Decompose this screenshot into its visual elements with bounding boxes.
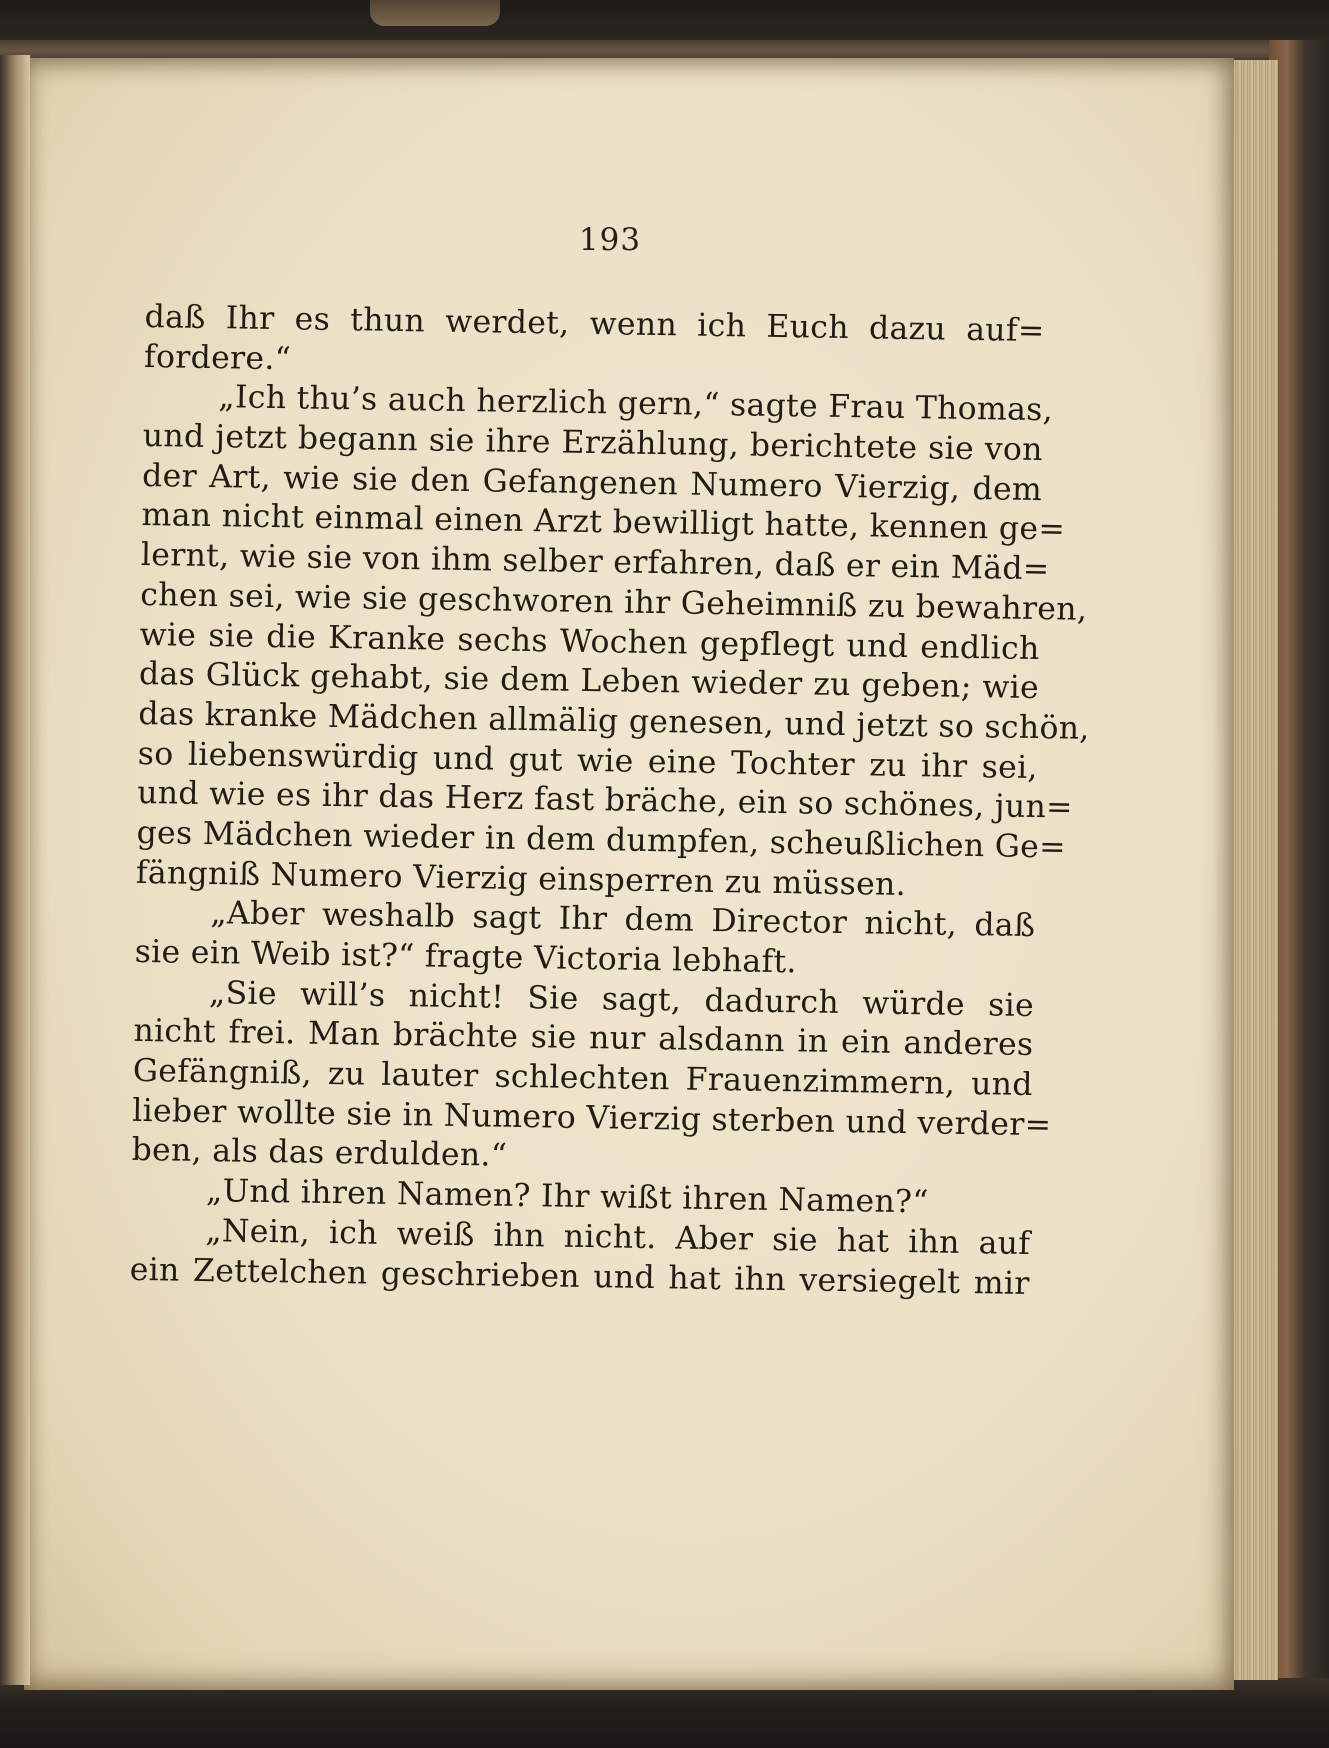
text-line: ben, als das erdulden.“: [131, 1132, 508, 1175]
body-text: [129, 298, 1090, 1304]
text-line: nicht frei. Man brächte sie nur alsdann in ein anderes: [133, 1013, 1034, 1064]
text-line: ges Mädchen wieder in dem dumpfen, scheußlichen Ge=: [136, 814, 1067, 866]
text-line: „Nein, ich weiß ihn nicht. Aber sie hat ihn auf: [205, 1212, 1031, 1262]
text-line: „Ich thu’s auch herzlich gern,“ sagte Frau Thomas,: [218, 379, 1054, 429]
text-line: chen sei, wie sie geschworen ihr Geheimniß zu bewahren,: [140, 576, 1088, 628]
text-line: fordere.“: [143, 338, 292, 377]
text-line: „Sie will’s nicht! Sie sagt, dadurch würde sie: [208, 974, 1035, 1024]
text-line: der Art, wie sie den Gefangenen Numero Vierzig, dem: [141, 457, 1043, 508]
text-line: lieber wollte sie in Numero Vierzig sterben und verder=: [131, 1092, 1052, 1144]
binding-tab: [370, 0, 500, 26]
text-line: so liebenswürdig und gut wie eine Tochter zu ihr sei,: [137, 735, 1039, 786]
text-line: „Aber weshalb sagt Ihr dem Director nicht, daß: [210, 895, 1036, 945]
text-line: und wie es ihr das Herz fast bräche, ein so schönes, jun=: [136, 775, 1074, 826]
text-line: sie ein Weib ist?“ fragte Victoria lebhaft.: [134, 933, 798, 981]
text-line: „Und ihren Namen? Ihr wißt ihren Namen?“: [205, 1173, 929, 1221]
text-line: wie sie die Kranke sechs Wochen gepflegt und endlich: [139, 616, 1040, 667]
text-line: Gefängniß, zu lauter schlechten Frauenzimmern, und: [132, 1052, 1034, 1104]
book-cover-right: [1269, 40, 1329, 1748]
text-line: ein Zettelchen geschrieben und hat ihn versiegelt mir: [129, 1251, 1030, 1302]
text-line: lernt, wie sie von ihm selber erfahren, daß er ein Mäd=: [140, 537, 1050, 588]
text-line: man nicht einmal einen Arzt bewilligt hatte, kennen ge=: [141, 497, 1066, 548]
page-block-edges: [1228, 60, 1278, 1680]
text-line: fängniß Numero Vierzig einsperren zu müssen.: [135, 854, 907, 903]
page-number: 193: [578, 222, 642, 258]
text-line: und jetzt begann sie ihre Erzählung, berichtete sie von: [142, 418, 1044, 469]
text-line: daß Ihr es thun werdet, wenn ich Euch dazu auf=: [144, 298, 1045, 350]
text-line: das kranke Mädchen allmälig genesen, und jetzt so schön,: [138, 695, 1090, 747]
text-line: das Glück gehabt, sie dem Leben wieder zu geben; wie: [138, 656, 1040, 707]
spine-left: [0, 55, 30, 1685]
